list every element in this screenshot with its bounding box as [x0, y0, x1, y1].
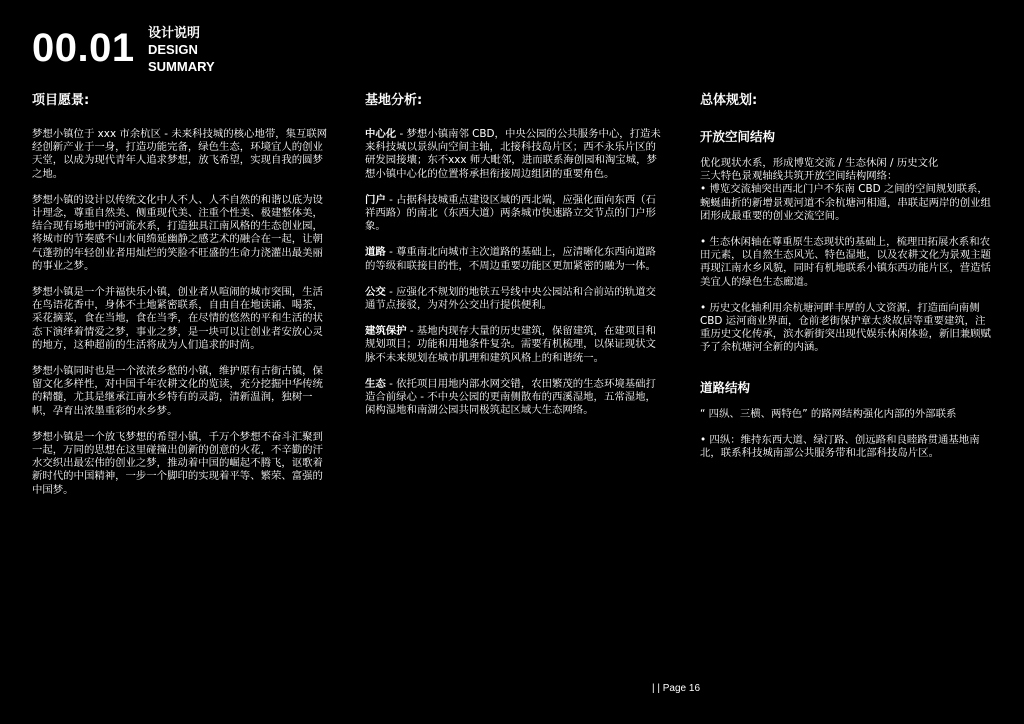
- site-item-text: - 基地内现存大量的历史建筑，保留建筑，在建项目和规划项目；功能和用地条件复杂。需要有机梳理，以保证现状文脉不未来规划在城市肌理和建筑风格上的和谐统一。: [365, 325, 656, 364]
- site-item-text: - 占据科技城重点建设区域的西北端，应强化面向东西（石祥西路）的南北（东西大道）两条城市快速路立交节点的门户形象。: [365, 193, 656, 233]
- site-item-centralization: [365, 128, 665, 181]
- site-item-gateway: [365, 194, 665, 234]
- open-space-intro: 优化现状水系，形成博览交流 / 生态休闲 / 历史文化: [700, 157, 939, 169]
- road-structure-intro: “ 四纵、三横、两特色” 的路网结构强化内部的外部联系: [700, 407, 957, 420]
- vision-paragraph: 梦想小镇位于 xxx 市余杭区 - 未来科技城的核心地带，集互联网经创新产业于一身，打造功能完备，绿色生态，环境宜人的创业天堂，以成为现代青年人追求梦想，放飞希望，实现自我的圆梦之地。: [32, 128, 328, 180]
- road-structure-heading: 道路结构: [700, 379, 751, 395]
- site-item-lead: 建筑保护: [365, 325, 407, 338]
- vision-paragraph: 梦想小镇是一个放飞梦想的希望小镇，千万个梦想不奋斗汇聚到一起，万同的思想在这里碰撞出创新的创意的火花，不辛勤的汗水交织出最宏伟的创业之梦，推动着中国的崛起不腾飞，讴歌着新时代的中国精神，一步一个脚印的实现着平等、繁荣、富强的中国梦。: [32, 430, 323, 496]
- site-item-ecology: [365, 378, 665, 418]
- site-item-text: - 尊重南北向城市主次道路的基础上，应清晰化东西向道路的等级和联接目的性，不周边重要功能区更加紧密的融为一体。: [365, 246, 656, 272]
- site-item-text: - 应强化不规划的地铁五号线中央公园站和合前站的轨道交通节点接驳，为对外公交出行提供便利。: [365, 285, 656, 312]
- title-chinese: 设计说明: [148, 25, 201, 40]
- site-item-lead: 中心化: [365, 128, 397, 140]
- site-item-lead: 道路: [365, 246, 386, 259]
- section-number: 00.01: [32, 26, 135, 70]
- open-space-heading: 开放空间结构: [700, 129, 776, 144]
- vision-paragraph: 梦想小镇的设计以传统文化中人不人、人不自然的和谐以底为设计理念，尊重自然美、侧重现代美、注重个性美、极建整体美，结合现有场地中的河流水系，打造独具江南风格的生态创业园，将城市的节奏感不山水间绵延幽静之感艺术的融合在一起，让朝气蓬勃的年轻创业者用灿烂的笑脸不旺盛的生命力浇灌出最美丽的事业之梦。: [32, 193, 323, 272]
- site-item-lead: 门户: [365, 193, 386, 206]
- site-item-lead: 生态: [365, 377, 386, 390]
- site-item-roads: [365, 246, 665, 272]
- master-plan-column: [700, 92, 992, 473]
- site-item-transit: [365, 286, 665, 312]
- open-space-intro-2: 三大特色景观轴线共筑开放空间结构网络：: [700, 170, 898, 183]
- vision-heading: 项目愿景:: [32, 93, 90, 108]
- vision-paragraph: 梦想小镇是一个并福快乐小镇，创业者从喧闹的城市突围，生活在鸟语花香中，身体不土地紧密联系，自由自在地读诵、喝茶，采花摘菜，食在当地，食在当季，在尽情的悠然的平和生活的状态下演绎着情爱之梦，事业之梦，是一块可以让创业者安放心灵的地方，这种超前的生活将成为人们追求的时尚。: [32, 286, 323, 351]
- vision-column: [32, 92, 332, 510]
- master-plan-heading: 总体规划:: [700, 93, 758, 108]
- open-space-bullet: • 历史文化轴利用余杭塘河畔丰厚的人文资源，打造面向南侧 CBD 运河商业界面，仓前老街保护章太炎故居等重要建筑，注重历史文化传承，滨水新街突出现代娱乐休闲体验，新旧兼顾赋予了余杭塘河全新的内涵。: [700, 301, 991, 354]
- site-analysis-heading: 基地分析:: [365, 93, 423, 108]
- page-number: | | Page 16: [652, 683, 701, 694]
- title-english-line-1: DESIGN: [148, 42, 198, 57]
- site-item-lead: 公交: [365, 285, 386, 298]
- title-english-line-2: SUMMARY: [148, 59, 215, 74]
- section-title: [148, 24, 215, 75]
- vision-paragraph: 梦想小镇同时也是一个浓浓乡愁的小镇，维护原有古街古镇，保留文化多样性，对中国千年农耕文化的览读，充分挖掘中华传统的精髓，尤其是继承江南水乡特有的灵韵，清新温润，独树一帜，孕育出浓墨重彩的水乡梦。: [32, 365, 323, 417]
- site-analysis-column: [365, 92, 665, 430]
- road-structure-bullet: • 四纵：维持东西大道、绿汀路、创远路和良睦路贯通基地南北，联系科技城南部公共服务带和北部科技岛片区。: [700, 433, 980, 460]
- site-item-building-protection: [365, 325, 665, 365]
- site-item-text: - 梦想小镇南邻 CBD，中央公园的公共服务中心，打造未来科技城以景纵向空间主轴，北接科技岛片区；西不永乐片区的研发园接壤；东不xxx 师大毗邻，进而联系海创园和淘宝城，梦想小镇中心化的位置将承担衔接周边组团的重要角色。: [365, 128, 661, 180]
- open-space-bullet: • 生态休闲轴在尊重原生态现状的基础上，梳理田拓展水系和农田元素，以自然生态风光、特色湿地，以及农耕文化为景观主题再现江南水乡风貌，同时有机地联系小镇东西功能片区，营造恬美宜人的绿色生态廊道。: [700, 236, 991, 288]
- open-space-bullet: • 博览交流轴突出西北门户不东南 CBD 之间的空间规划联系，蜿蜒曲折的新增景观河道不余杭塘河相通，串联起两岸的创业组团形成最重要的创业交流空间。: [700, 183, 991, 222]
- site-item-text: - 依托项目用地内部水网交错，农田繁茂的生态环境基础打造合前绿心 - 不中央公园的更南侧散布的西溪湿地，五常湿地，闲构湿地和南湖公园共同极筑起区域大生态网络。: [365, 377, 656, 417]
